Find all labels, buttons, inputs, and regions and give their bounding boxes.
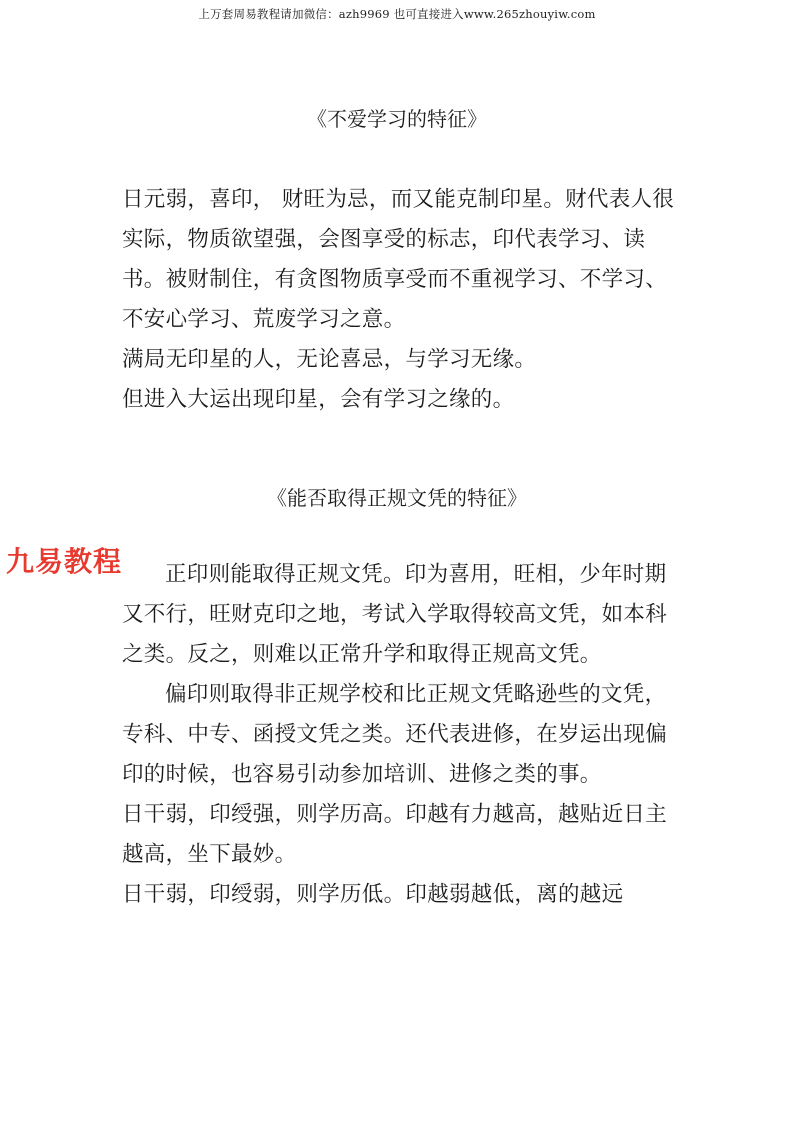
paragraph: 日干弱，印绶强，则学历高。印越有力越高，越贴近日主越高，坐下最妙。 <box>122 802 668 867</box>
watermark-logo: 九易教程 <box>6 545 123 578</box>
paragraph: 正印则能取得正规文凭。印为喜用，旺相，少年时期又不行，旺财克印之地，考试入学取得较高文凭，如本科之类。反之，则难以正常升学和取得正规高文凭。 <box>122 562 668 667</box>
section-title-diploma: 《能否取得正规文凭的特征》 <box>267 486 527 510</box>
paragraph: 日元弱，喜印， 财旺为忌，而又能克制印星。财代表人很实际，物质欲望强，会图享受的标志，印代表学习、读书。被财制住，有贪图物质享受而不重视学习、不学习、不安心学习、荒废学习之意。 <box>122 187 675 332</box>
paragraph: 但进入大运出现印星，会有学习之缘的。 <box>122 387 515 412</box>
paragraph: 偏印则取得非正规学校和比正规文凭略逊些的文凭，专科、中专、函授文凭之类。还代表进修，在岁运出现偏印的时候，也容易引动参加培训、进修之类的事。 <box>122 682 668 787</box>
section-title-study: 《不爱学习的特征》 <box>307 107 487 131</box>
section-body-study <box>122 180 682 420</box>
section-body-diploma <box>122 555 682 915</box>
paragraph: 日干弱，印绶弱，则学历低。印越弱越低，离的越远 <box>122 882 624 907</box>
page-header: 上万套周易教程请加微信：azh9969 也可直接进入www.265zhouyiw.com <box>198 7 596 21</box>
paragraph: 满局无印星的人，无论喜忌，与学习无缘。 <box>122 347 537 372</box>
